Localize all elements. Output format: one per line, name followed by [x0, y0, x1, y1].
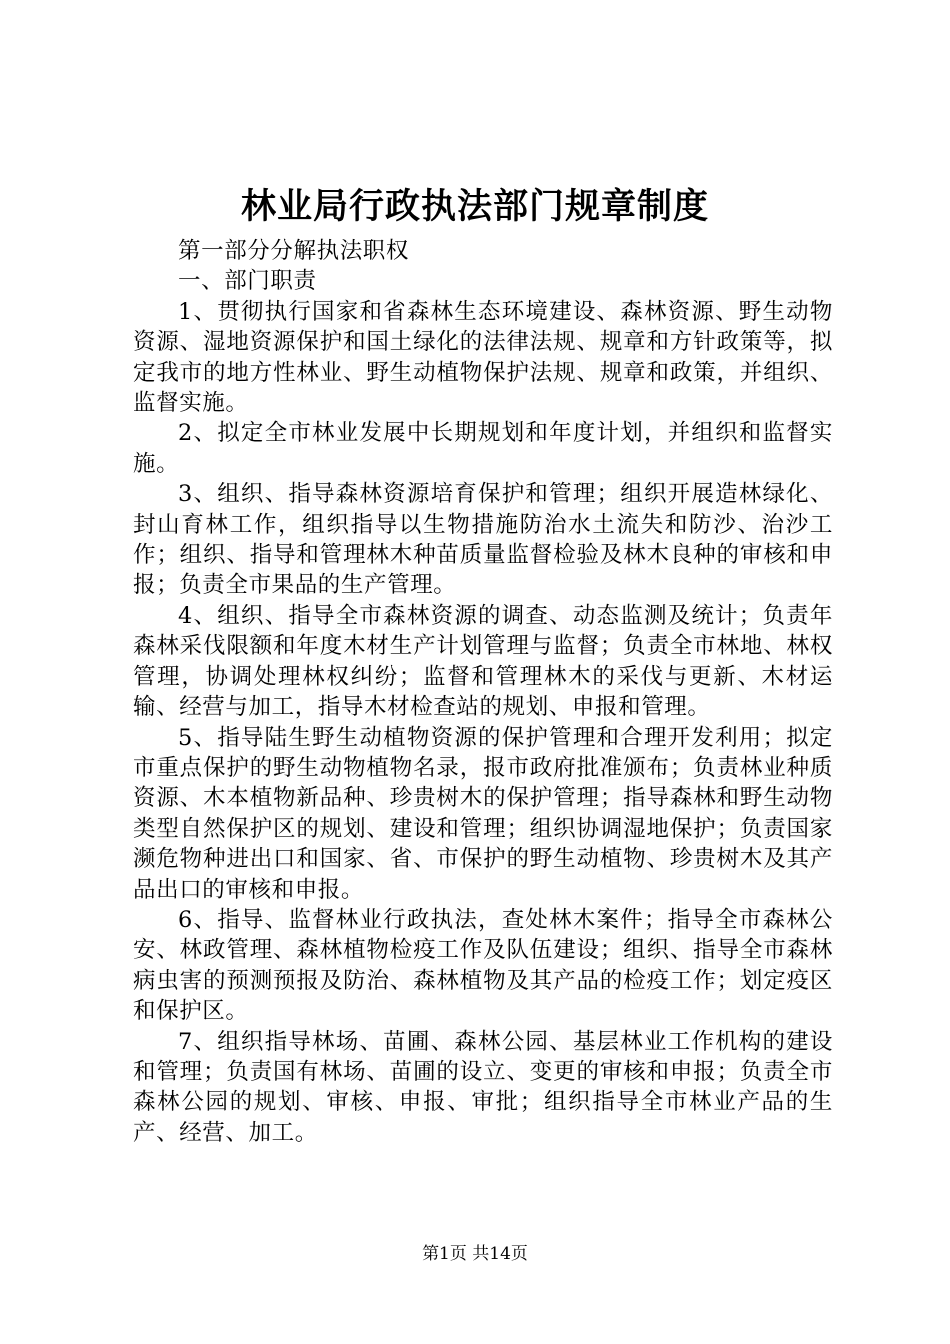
duty-item-4: 4、组织、指导全市森林资源的调查、动态监测及统计；负责年森林采伐限额和年度木材生产计划管理与监督；负责全市林地、林权管理，协调处理林权纠纷；监督和管理林木的采伐与更新、木材运输、经营与加工，指导木材检查站的规划、申报和管理。	[133, 602, 833, 721]
duty-item-2: 2、拟定全市林业发展中长期规划和年度计划，并组织和监督实施。	[133, 420, 833, 477]
duty-item-7: 7、组织指导林场、苗圃、森林公园、基层林业工作机构的建设和管理；负责国有林场、苗圃的设立、变更的审核和申报；负责全市森林公园的规划、审核、申报、审批；组织指导全市林业产品的生产、经营、加工。	[133, 1028, 833, 1146]
duty-item-5: 5、指导陆生野生动植物资源的保护管理和合理开发利用；拟定市重点保护的野生动物植物名录，报市政府批准颁布；负责林业种质资源、木本植物新品种、珍贵树木的保护管理；指导森林和野生动物类型自然保护区的规划、建设和管理；组织协调湿地保护；负责国家濒危物种进出口和国家、省、市保护的野生动植物、珍贵树木及其产品出口的审核和申报。	[133, 724, 833, 903]
document-body	[133, 236, 833, 1148]
document-title: 林业局行政执法部门规章制度	[240, 186, 709, 227]
page-number: 第1页 共14页	[422, 1244, 528, 1264]
duty-item-6: 6、指导、监督林业行政执法，查处林木案件；指导全市森林公安、林政管理、森林植物检疫工作及队伍建设；组织、指导全市森林病虫害的预测预报及防治、森林植物及其产品的检疫工作；划定疫区和保护区。	[133, 906, 833, 1025]
section-heading: 第一部分分解执法职权	[178, 238, 410, 264]
duty-item-3: 3、组织、指导森林资源培育保护和管理；组织开展造林绿化、封山育林工作，组织指导以生物措施防治水土流失和防沙、治沙工作；组织、指导和管理林木种苗质量监督检验及林木良种的审核和申报；负责全市果品的生产管理。	[133, 481, 833, 599]
subsection-heading: 一、部门职责	[178, 268, 317, 295]
duty-item-1: 1、贯彻执行国家和省森林生态环境建设、森林资源、野生动物资源、湿地资源保护和国土绿化的法律法规、规章和方针政策等，拟定我市的地方性林业、野生动植物保护法规、规章和政策，并组织、监督实施。	[133, 298, 833, 417]
